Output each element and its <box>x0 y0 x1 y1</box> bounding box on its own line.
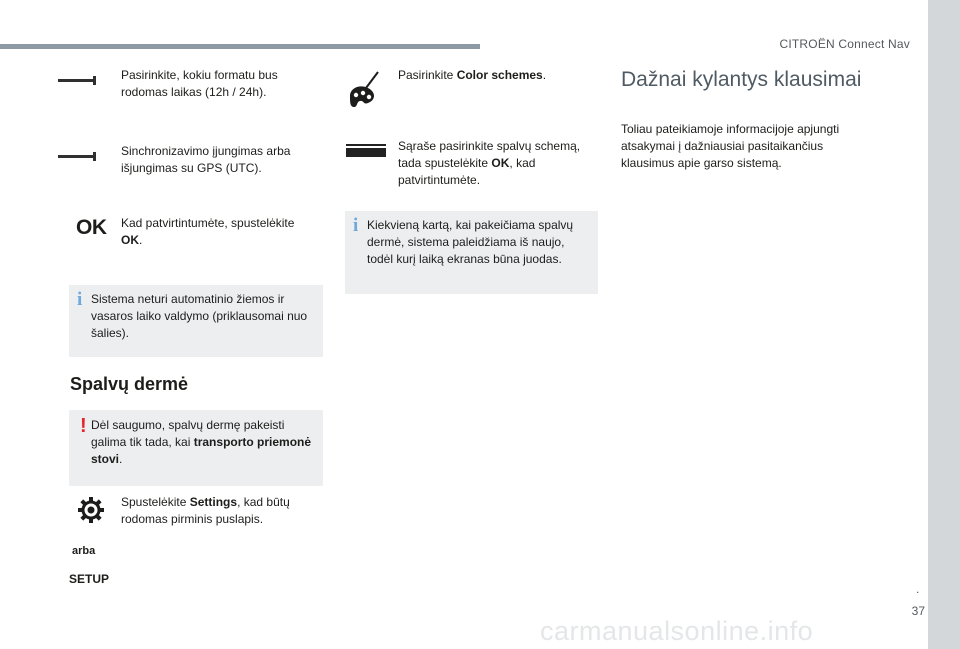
info-note-text: Sistema neturi automatinio žiemos ir vasaros laiko valdymo (priklausomai nuo šalies). <box>91 292 308 340</box>
list-top-line-icon <box>346 144 386 146</box>
info-note-text: Kiekvieną kartą, kai pakeičiama spalvų dermė, sistema paleidžiama iš naujo, todėl kurį laiką ekranas būna juodas. <box>367 218 574 266</box>
step-confirm-ok: Kad patvirtintumėte, spustelėkite OK. <box>121 216 295 247</box>
step-choose-scheme: Sąraše pasirinkite spalvų schemą, tada spustelėkite OK, kad patvirtintumėte. <box>398 139 581 187</box>
watermark: carmanualsonline.info <box>540 616 814 646</box>
page-number: 37 <box>911 604 925 618</box>
step-color-schemes: Pasirinkite Color schemes. <box>398 68 547 82</box>
selector-line-icon <box>58 79 94 82</box>
faq-intro-text: Toliau pateikiamoje informacijoje apjungti atsakymai į dažniausiai pasitaikančius klausimus apie garso sistemą. <box>621 122 840 170</box>
palette-icon <box>346 70 382 110</box>
selector-line-icon <box>58 155 94 158</box>
warning-note-box <box>69 410 323 486</box>
step-gps-sync: Sinchronizavimo įjungimas arba išjungimas su GPS (UTC). <box>121 144 291 175</box>
top-divider-bar <box>0 44 480 49</box>
warning-note-text: Dėl saugumo, spalvų dermę pakeisti galima tik tada, kai transporto priemonė stovi. <box>91 418 312 466</box>
info-note-box <box>69 285 323 357</box>
info-icon: i <box>77 289 83 310</box>
step-time-format: Pasirinkite, kokiu formatu bus rodomas laikas (12h / 24h). <box>121 68 278 99</box>
color-scheme-list-icon <box>346 148 386 157</box>
section-title: Spalvų dermė <box>70 374 189 394</box>
faq-title: Dažnai kylantys klausimai <box>621 68 862 91</box>
page-dot: . <box>916 582 920 596</box>
info-icon: i <box>353 215 359 236</box>
gear-icon <box>77 496 105 524</box>
ok-icon: OK <box>76 216 107 239</box>
info-note-box <box>345 211 598 294</box>
warning-icon: ! <box>80 415 87 437</box>
setup-button-label: SETUP <box>69 572 110 586</box>
or-label: arba <box>72 545 96 557</box>
right-margin-strip <box>928 0 960 649</box>
page-header: CITROËN Connect Nav <box>779 37 910 51</box>
step-settings: Spustelėkite Settings, kad būtų rodomas pirminis puslapis. <box>121 495 290 526</box>
